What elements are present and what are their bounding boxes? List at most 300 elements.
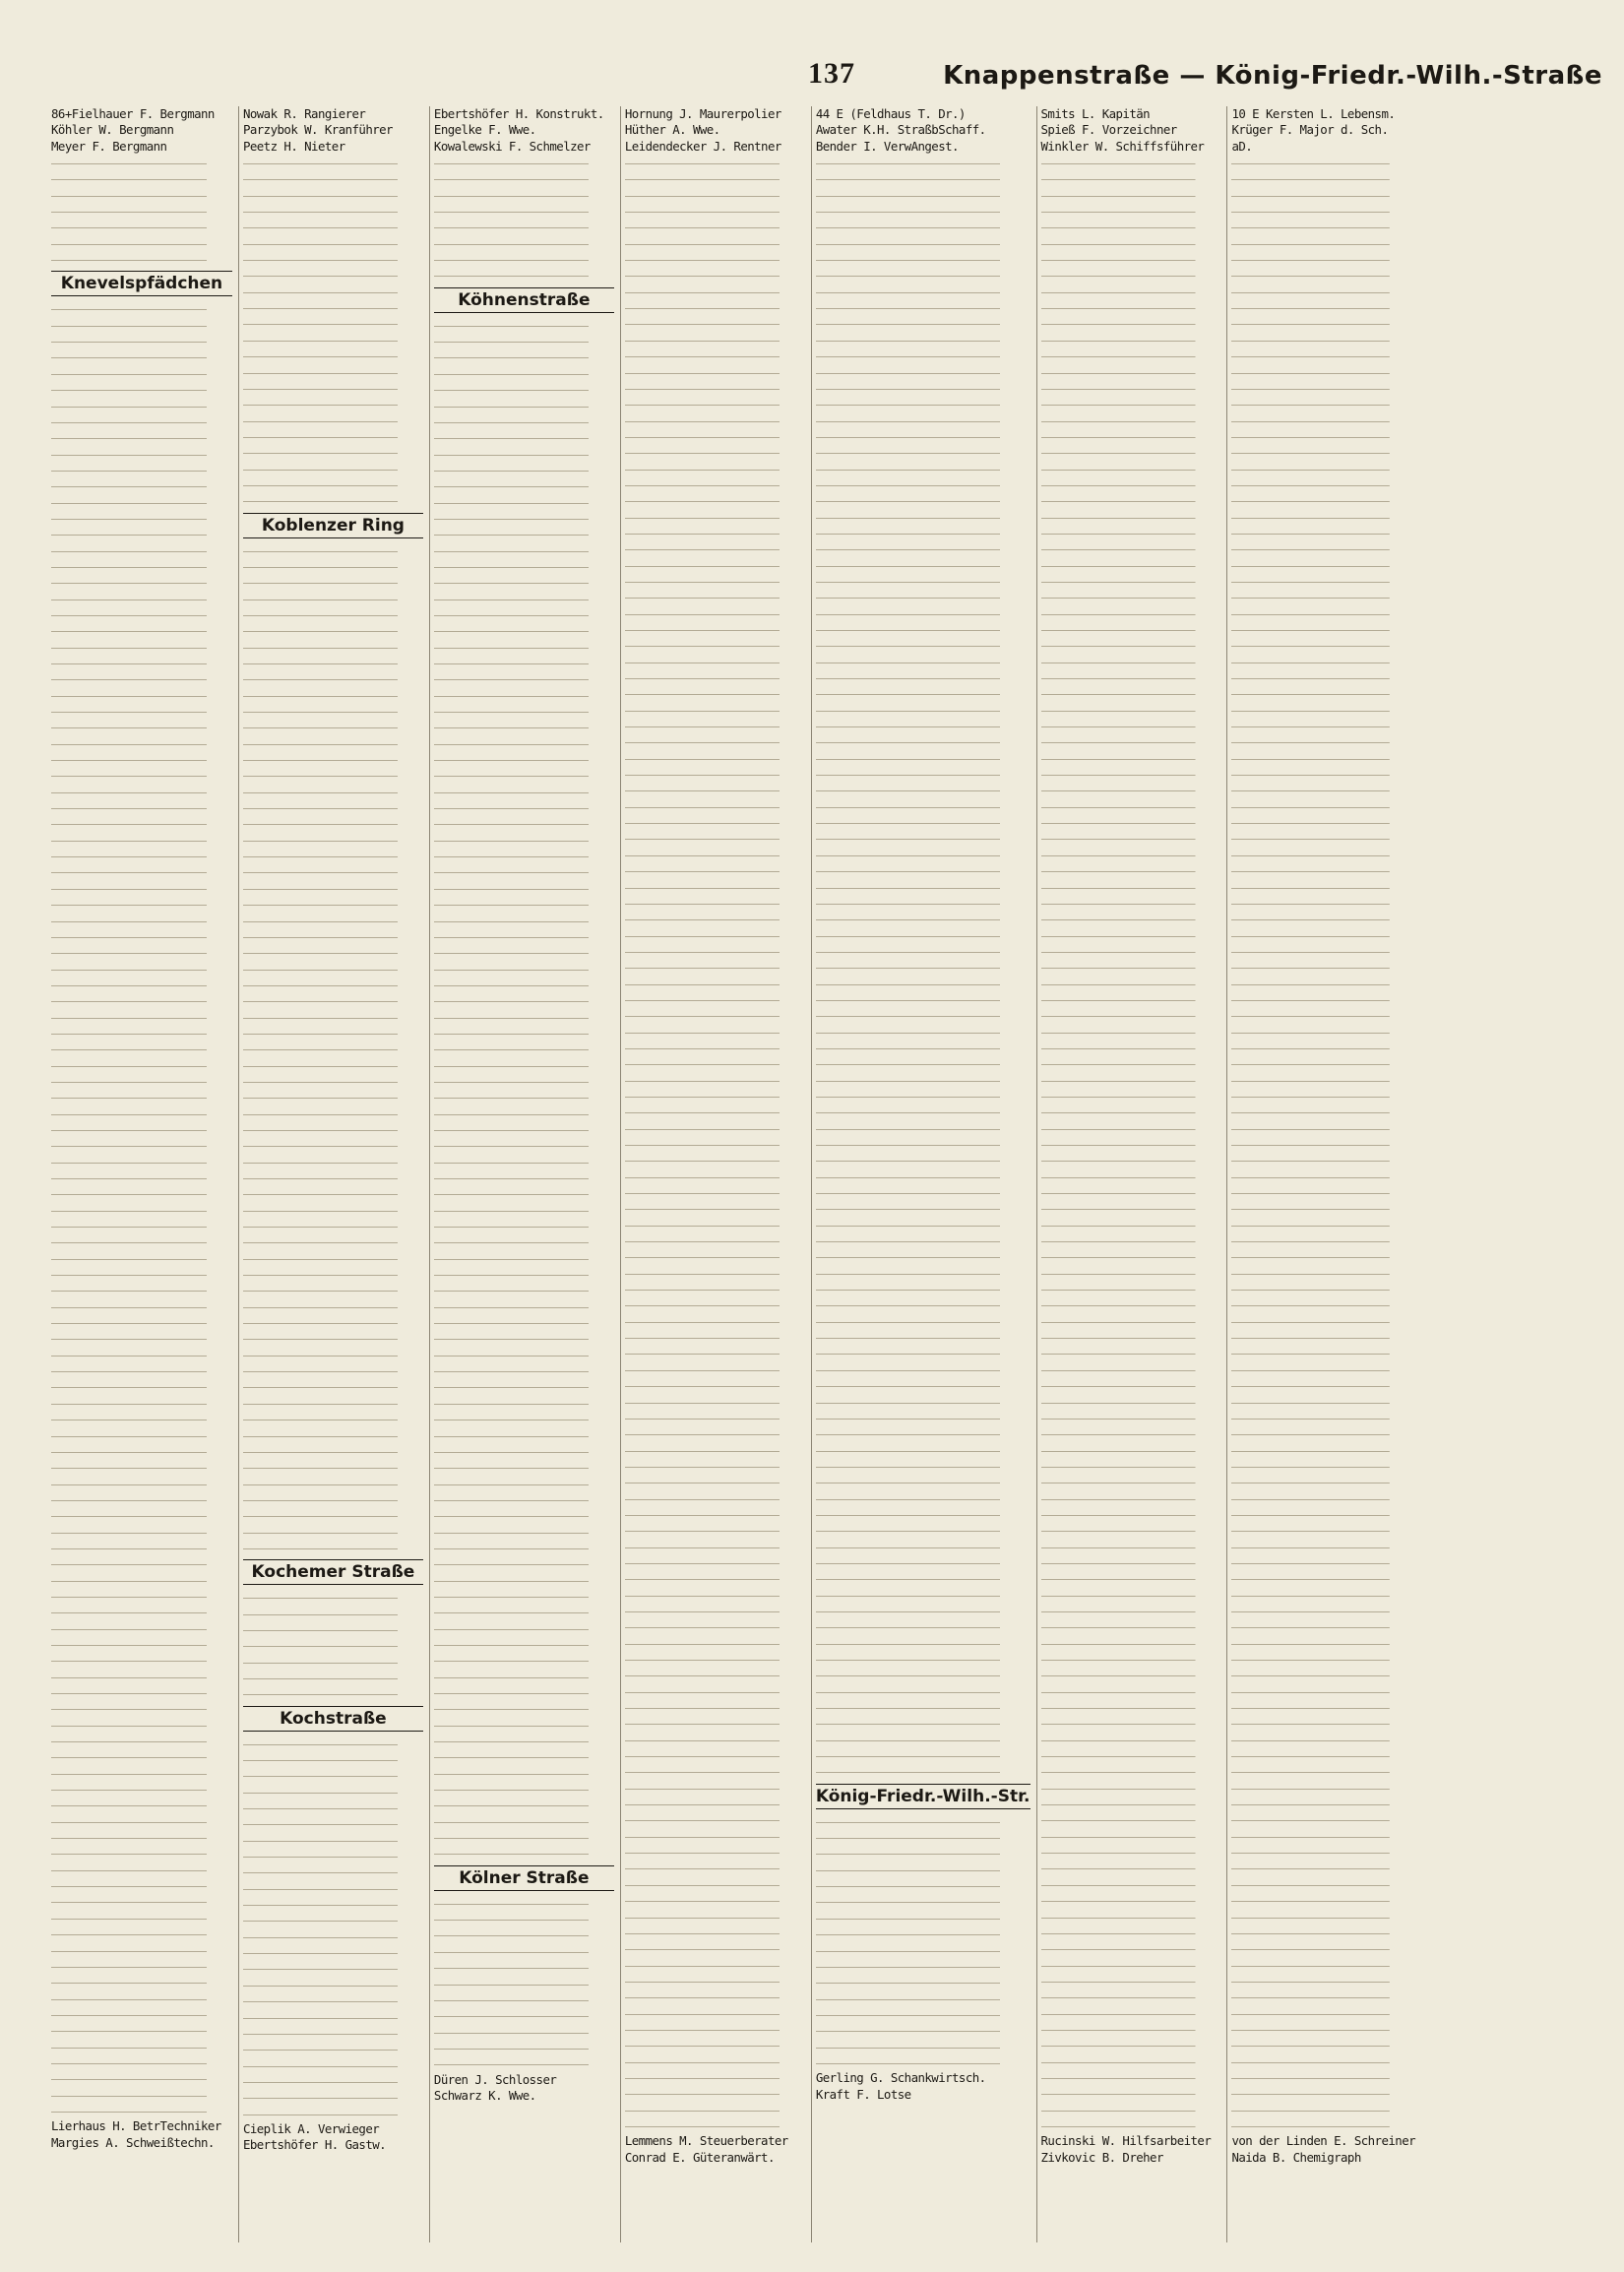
placeholder-rule [625, 2085, 805, 2101]
placeholder-rule [1041, 444, 1221, 460]
entry-line: Lierhaus H. BetrTechniker [51, 2118, 221, 2134]
placeholder-rule [1041, 1184, 1221, 1200]
placeholder-rule [243, 574, 423, 590]
placeholder-rule [1231, 315, 1415, 331]
placeholder-rule [816, 1442, 1031, 1458]
placeholder-rule [1041, 1055, 1221, 1071]
placeholder-rule [816, 509, 1031, 525]
placeholder-rule [243, 380, 423, 396]
placeholder-rule [1041, 235, 1221, 251]
placeholder-rule [816, 412, 1031, 428]
placeholder-rule [816, 1200, 1031, 1216]
placeholder-rule [1231, 1377, 1415, 1393]
placeholder-rule [1231, 1152, 1415, 1168]
placeholder-rule [51, 848, 232, 863]
placeholder-rule [51, 1073, 232, 1089]
placeholder-rule [434, 1427, 614, 1443]
placeholder-rule [1231, 2037, 1415, 2052]
placeholder-rule [1041, 525, 1221, 540]
unread-lines [816, 1813, 1031, 2071]
placeholder-rule [51, 1540, 232, 1555]
placeholder-rule [625, 589, 805, 604]
placeholder-rule [816, 155, 1031, 170]
placeholder-rule [816, 347, 1031, 363]
entry-line: 86+Fielhauer F. Bergmann [51, 106, 215, 121]
placeholder-rule [243, 751, 423, 767]
placeholder-rule [816, 1184, 1031, 1200]
placeholder-rule [625, 621, 805, 637]
placeholder-rule [816, 1747, 1031, 1763]
placeholder-rule [243, 1912, 423, 1927]
placeholder-rule [1231, 219, 1415, 234]
placeholder-rule [625, 1909, 805, 1925]
unread-lines [1041, 155, 1221, 2133]
entry-line: Krüger F. Major d. Sch. [1231, 122, 1389, 138]
placeholder-rule [816, 540, 1031, 556]
placeholder-rule [434, 1009, 614, 1025]
placeholder-rule [1231, 798, 1415, 814]
placeholder-rule [816, 1587, 1031, 1603]
placeholder-rule [243, 461, 423, 476]
placeholder-rule [243, 606, 423, 622]
placeholder-rule [51, 2054, 232, 2070]
placeholder-rule [243, 1250, 423, 1266]
placeholder-rule [1041, 1394, 1221, 1410]
placeholder-rule [816, 1377, 1031, 1393]
placeholder-rule [434, 542, 614, 558]
placeholder-rule [434, 2040, 614, 2055]
placeholder-rule [1041, 2085, 1221, 2101]
placeholder-rule [51, 1411, 232, 1426]
placeholder-rule [1231, 782, 1415, 797]
placeholder-rule [1041, 1442, 1221, 1458]
placeholder-rule [243, 542, 423, 558]
placeholder-rule [1231, 1811, 1415, 1827]
placeholder-rule [1041, 589, 1221, 604]
placeholder-rule [243, 670, 423, 686]
placeholder-rule [625, 1780, 805, 1796]
placeholder-rule [1041, 540, 1221, 556]
placeholder-rule [1041, 976, 1221, 991]
placeholder-rule [434, 1845, 614, 1861]
placeholder-rule [243, 1863, 423, 1879]
placeholder-rule [434, 526, 614, 541]
placeholder-rule [1231, 203, 1415, 219]
placeholder-rule [1041, 461, 1221, 476]
placeholder-rule [243, 1154, 423, 1169]
placeholder-rule [625, 1088, 805, 1104]
placeholder-rule [816, 959, 1031, 975]
placeholder-rule [51, 992, 232, 1008]
placeholder-rule [1231, 1603, 1415, 1618]
placeholder-rule [625, 1715, 805, 1731]
placeholder-rule [1041, 1699, 1221, 1715]
placeholder-rule [1041, 1811, 1221, 1827]
placeholder-rule [434, 1540, 614, 1555]
placeholder-rule [816, 685, 1031, 701]
entry-line: Kraft F. Lotse [815, 2086, 911, 2102]
placeholder-rule [816, 911, 1031, 926]
placeholder-rule [1041, 2102, 1221, 2117]
placeholder-rule [51, 1009, 232, 1025]
placeholder-rule [625, 203, 805, 219]
placeholder-rule [243, 1121, 423, 1137]
entry-line: Hornung J. Maurerpolier [624, 106, 781, 121]
placeholder-rule [51, 1330, 232, 1346]
placeholder-rule [434, 1378, 614, 1394]
placeholder-rule [1041, 1732, 1221, 1747]
placeholder-rule [51, 381, 232, 397]
placeholder-rule [243, 591, 423, 606]
placeholder-rule [434, 1636, 614, 1652]
placeholder-rule [625, 1296, 805, 1312]
placeholder-rule [1231, 1796, 1415, 1811]
placeholder-rule [816, 1554, 1031, 1570]
placeholder-rule [1041, 267, 1221, 283]
placeholder-rule [243, 1736, 423, 1751]
placeholder-rule [1041, 509, 1221, 525]
placeholder-rule [243, 1815, 423, 1831]
placeholder-rule [816, 1072, 1031, 1088]
placeholder-rule [1041, 1104, 1221, 1119]
placeholder-rule [625, 895, 805, 911]
placeholder-rule [51, 1185, 232, 1201]
placeholder-rule [434, 944, 614, 960]
placeholder-rule [816, 943, 1031, 959]
placeholder-rule [51, 1395, 232, 1411]
placeholder-rule [1231, 428, 1415, 444]
placeholder-rule [51, 880, 232, 896]
placeholder-rule [434, 1395, 614, 1411]
placeholder-rule [1231, 1618, 1415, 1634]
placeholder-rule [1231, 1136, 1415, 1152]
placeholder-rule [625, 251, 805, 267]
placeholder-rule [51, 863, 232, 879]
placeholder-rule [625, 2102, 805, 2117]
placeholder-rule [434, 462, 614, 477]
placeholder-rule [434, 928, 614, 944]
placeholder-rule [1041, 1925, 1221, 1940]
placeholder-rule [243, 735, 423, 751]
placeholder-rule [243, 267, 423, 283]
placeholder-rule [243, 219, 423, 234]
placeholder-rule [243, 863, 423, 879]
placeholder-rule [51, 735, 232, 751]
placeholder-rule [243, 492, 423, 508]
placeholder-rule [243, 944, 423, 960]
placeholder-rule [51, 622, 232, 638]
placeholder-rule [51, 1266, 232, 1282]
placeholder-rule [816, 573, 1031, 589]
placeholder-rule [243, 1751, 423, 1767]
placeholder-rule [1041, 1345, 1221, 1360]
placeholder-rule [1041, 1410, 1221, 1425]
placeholder-rule [51, 348, 232, 364]
placeholder-rule [1041, 1217, 1221, 1232]
placeholder-rule [816, 1862, 1031, 1877]
placeholder-rule [816, 1715, 1031, 1731]
placeholder-rule [1231, 1490, 1415, 1506]
unread-lines [51, 300, 232, 2118]
placeholder-rule [51, 799, 232, 815]
placeholder-rule [243, 251, 423, 267]
placeholder-rule [1041, 959, 1221, 975]
placeholder-rule [625, 1844, 805, 1860]
placeholder-rule [434, 784, 614, 799]
placeholder-rule [1041, 847, 1221, 862]
placeholder-rule [1231, 251, 1415, 267]
placeholder-rule [1041, 1763, 1221, 1779]
placeholder-rule [625, 733, 805, 749]
placeholder-rule [51, 1282, 232, 1297]
placeholder-rule [625, 1200, 805, 1216]
placeholder-rule [51, 606, 232, 622]
placeholder-rule [625, 1973, 805, 1988]
placeholder-rule [243, 284, 423, 299]
placeholder-rule [625, 396, 805, 411]
placeholder-rule [243, 2057, 423, 2073]
placeholder-rule [243, 1137, 423, 1153]
placeholder-rule [1231, 943, 1415, 959]
placeholder-rule [1041, 702, 1221, 718]
placeholder-rule [816, 1168, 1031, 1184]
placeholder-rule [816, 782, 1031, 797]
placeholder-rule [625, 911, 805, 926]
placeholder-rule [816, 847, 1031, 862]
placeholder-rule [816, 1570, 1031, 1586]
placeholder-rule [1231, 573, 1415, 589]
placeholder-rule [1041, 733, 1221, 749]
placeholder-rule [1041, 1940, 1221, 1956]
placeholder-rule [625, 267, 805, 283]
placeholder-rule [1231, 2021, 1415, 2037]
entry-line: 10 E Kersten L. Lebensm. [1231, 106, 1396, 121]
placeholder-rule [816, 879, 1031, 895]
placeholder-rule [1231, 1007, 1415, 1023]
placeholder-rule [625, 1265, 805, 1281]
placeholder-rule [243, 928, 423, 944]
placeholder-rule [625, 750, 805, 766]
placeholder-rule [816, 1522, 1031, 1538]
placeholder-rule [434, 1298, 614, 1314]
placeholder-rule [1231, 621, 1415, 637]
entry-line: Hüther A. Wwe. [624, 122, 720, 138]
placeholder-rule [625, 1732, 805, 1747]
placeholder-rule [243, 848, 423, 863]
placeholder-rule [816, 1635, 1031, 1651]
placeholder-rule [434, 639, 614, 655]
placeholder-rule [243, 1784, 423, 1799]
placeholder-rule [1041, 1860, 1221, 1875]
placeholder-rule [816, 1699, 1031, 1715]
placeholder-rule [1041, 332, 1221, 347]
placeholder-rule [243, 170, 423, 186]
placeholder-rule [816, 830, 1031, 846]
placeholder-rule [243, 1025, 423, 1041]
placeholder-rule [243, 767, 423, 783]
placeholder-rule [1231, 267, 1415, 283]
placeholder-rule [51, 1524, 232, 1540]
placeholder-rule [625, 170, 805, 186]
placeholder-rule [51, 1700, 232, 1716]
placeholder-rule [816, 492, 1031, 508]
placeholder-rule [51, 896, 232, 912]
placeholder-rule [243, 799, 423, 815]
placeholder-rule [434, 558, 614, 574]
unread-lines [434, 155, 614, 284]
placeholder-rule [816, 733, 1031, 749]
placeholder-rule [243, 347, 423, 363]
placeholder-rule [816, 976, 1031, 991]
placeholder-rule [434, 1202, 614, 1218]
placeholder-rule [816, 1281, 1031, 1296]
placeholder-rule [816, 1683, 1031, 1699]
placeholder-rule [1041, 1715, 1221, 1731]
entry-line: Winkler W. Schiffsführer [1040, 138, 1205, 154]
placeholder-rule [1041, 412, 1221, 428]
placeholder-rule [51, 1958, 232, 1974]
placeholder-rule [1231, 1925, 1415, 1940]
placeholder-rule [625, 991, 805, 1007]
placeholder-rule [1041, 1136, 1221, 1152]
unread-lines [243, 155, 423, 509]
placeholder-rule [816, 1024, 1031, 1040]
placeholder-rule [625, 1876, 805, 1892]
placeholder-rule [51, 219, 232, 234]
placeholder-rule [434, 429, 614, 445]
placeholder-rule [816, 637, 1031, 653]
placeholder-rule [51, 1620, 232, 1636]
placeholder-rule [243, 1395, 423, 1411]
placeholder-rule [434, 1604, 614, 1619]
placeholder-rule [1041, 1844, 1221, 1860]
placeholder-rule [243, 1880, 423, 1896]
placeholder-rule [243, 1427, 423, 1443]
placeholder-rule [243, 1041, 423, 1056]
placeholder-rule [625, 412, 805, 428]
placeholder-rule [1041, 718, 1221, 733]
placeholder-rule [1231, 959, 1415, 975]
placeholder-rule [1231, 332, 1415, 347]
placeholder-rule [434, 863, 614, 879]
placeholder-rule [434, 413, 614, 429]
placeholder-rule [243, 1298, 423, 1314]
placeholder-rule [1041, 879, 1221, 895]
placeholder-rule [1231, 589, 1415, 604]
placeholder-rule [1041, 1377, 1221, 1393]
placeholder-rule [1041, 347, 1221, 363]
placeholder-rule [625, 1603, 805, 1618]
placeholder-rule [51, 1507, 232, 1523]
placeholder-rule [625, 654, 805, 669]
placeholder-rule [1041, 1988, 1221, 2004]
placeholder-rule [434, 333, 614, 348]
placeholder-rule [625, 1570, 805, 1586]
placeholder-rule [1041, 573, 1221, 589]
placeholder-rule [625, 1925, 805, 1940]
placeholder-rule [1041, 1072, 1221, 1088]
placeholder-rule [434, 913, 614, 928]
unread-lines [434, 317, 614, 1862]
placeholder-rule [1231, 911, 1415, 926]
placeholder-rule [625, 1940, 805, 1956]
placeholder-rule [434, 1943, 614, 1959]
placeholder-rule [1041, 1281, 1221, 1296]
placeholder-rule [434, 1314, 614, 1330]
placeholder-rule [625, 1651, 805, 1667]
placeholder-rule [243, 2089, 423, 2105]
placeholder-rule [625, 927, 805, 943]
placeholder-rule [243, 1185, 423, 1201]
placeholder-rule [625, 1860, 805, 1875]
placeholder-rule [434, 1620, 614, 1636]
placeholder-rule [1231, 1828, 1415, 1844]
placeholder-rule [625, 830, 805, 846]
placeholder-rule [434, 896, 614, 912]
placeholder-rule [1041, 428, 1221, 444]
placeholder-rule [1231, 1425, 1415, 1441]
placeholder-rule [625, 2037, 805, 2052]
placeholder-rule [434, 1797, 614, 1812]
placeholder-rule [243, 2106, 423, 2121]
placeholder-rule [1041, 1474, 1221, 1489]
placeholder-rule [243, 1009, 423, 1025]
placeholder-rule [816, 1603, 1031, 1618]
placeholder-rule [243, 1105, 423, 1121]
placeholder-rule [1231, 1281, 1415, 1296]
placeholder-rule [51, 1781, 232, 1797]
placeholder-rule [625, 959, 805, 975]
placeholder-rule [1231, 1667, 1415, 1682]
placeholder-rule [1231, 927, 1415, 943]
placeholder-rule [1041, 782, 1221, 797]
placeholder-rule [625, 1232, 805, 1248]
placeholder-rule [243, 832, 423, 848]
placeholder-rule [51, 187, 232, 203]
placeholder-rule [243, 2041, 423, 2056]
placeholder-rule [434, 1991, 614, 2007]
placeholder-rule [51, 1476, 232, 1491]
placeholder-rule [434, 719, 614, 734]
placeholder-rule [1231, 1635, 1415, 1651]
placeholder-rule [816, 766, 1031, 782]
placeholder-rule [625, 702, 805, 718]
placeholder-rule [625, 1345, 805, 1360]
placeholder-rule [625, 1763, 805, 1779]
placeholder-rule [434, 1781, 614, 1797]
entry-line: Meyer F. Bergmann [51, 138, 167, 154]
placeholder-rule [1041, 492, 1221, 508]
placeholder-rule [243, 913, 423, 928]
placeholder-rule [51, 1765, 232, 1781]
placeholder-rule [816, 444, 1031, 460]
entry-line: Naida B. Chemigraph [1231, 2149, 1361, 2165]
placeholder-rule [1041, 219, 1221, 234]
placeholder-rule [1041, 364, 1221, 380]
placeholder-rule [816, 1410, 1031, 1425]
placeholder-rule [1231, 235, 1415, 251]
placeholder-rule [51, 591, 232, 606]
placeholder-rule [51, 687, 232, 703]
placeholder-rule [243, 1362, 423, 1378]
placeholder-rule [1041, 1024, 1221, 1040]
placeholder-rule [1231, 1940, 1415, 1956]
placeholder-rule [1231, 1715, 1415, 1731]
placeholder-rule [434, 1572, 614, 1588]
placeholder-rule [434, 1330, 614, 1346]
placeholder-rule [816, 1104, 1031, 1119]
placeholder-rule [1231, 1410, 1415, 1425]
